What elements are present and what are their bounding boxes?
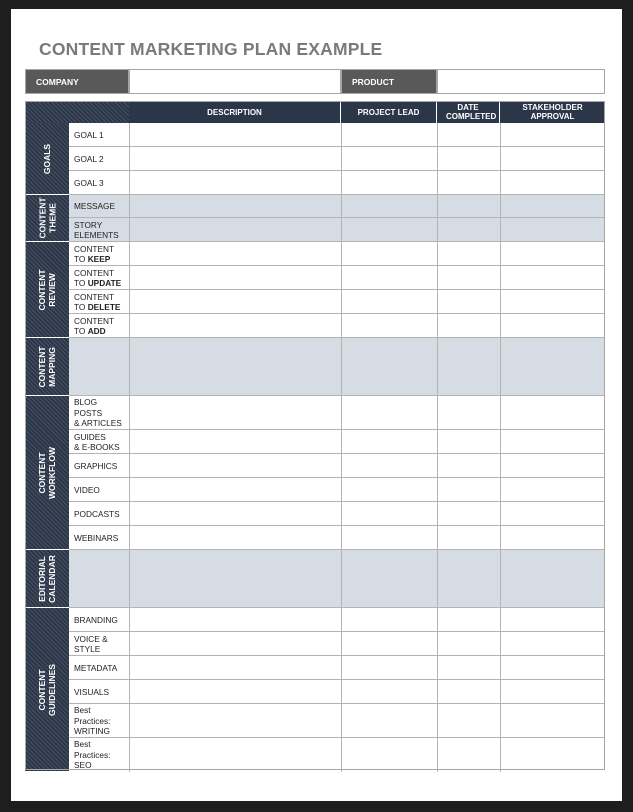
row-label-podcasts xyxy=(69,502,129,526)
row-label-content-to-delete xyxy=(69,290,129,314)
product-field[interactable] xyxy=(437,69,605,94)
row-label-emphasis: UPDATE xyxy=(87,278,122,288)
cell-project-lead[interactable] xyxy=(341,242,437,266)
column-header-description: DESCRIPTION xyxy=(129,101,341,123)
row-label-metadata xyxy=(69,656,129,680)
cell-stakeholder-approval[interactable] xyxy=(500,478,605,502)
cell-project-lead[interactable] xyxy=(341,195,437,218)
cell-date-completed[interactable] xyxy=(437,738,500,772)
cell-project-lead[interactable] xyxy=(341,171,437,195)
row-label-content-to-update xyxy=(69,266,129,290)
cell-stakeholder-approval[interactable] xyxy=(500,396,605,430)
row-label-line: BLOG xyxy=(74,397,98,408)
cell-project-lead[interactable] xyxy=(341,454,437,478)
row-label-editorial-calendar xyxy=(69,550,129,608)
cell-description[interactable] xyxy=(129,526,341,550)
section-editorial-calendar xyxy=(25,550,69,608)
cell-description[interactable] xyxy=(129,608,341,632)
cell-date-completed[interactable] xyxy=(437,526,500,550)
cell-project-lead[interactable] xyxy=(341,550,437,608)
cell-project-lead[interactable] xyxy=(341,430,437,454)
cell-stakeholder-approval[interactable] xyxy=(500,195,605,218)
cell-stakeholder-approval[interactable] xyxy=(500,242,605,266)
row-label-content-to-add xyxy=(69,314,129,338)
column-divider xyxy=(500,123,501,772)
cell-description[interactable] xyxy=(129,656,341,680)
cell-stakeholder-approval[interactable] xyxy=(500,608,605,632)
cell-project-lead[interactable] xyxy=(341,396,437,430)
cell-description[interactable] xyxy=(129,171,341,195)
cell-stakeholder-approval[interactable] xyxy=(500,738,605,772)
document-page xyxy=(11,9,622,801)
row-label-emphasis: KEEP xyxy=(87,254,111,264)
row-label-best-practices-writing xyxy=(69,704,129,738)
cell-stakeholder-approval[interactable] xyxy=(500,123,605,147)
row-label-line: VISUALS xyxy=(74,686,110,697)
row-label-line: CONTENT xyxy=(74,243,115,254)
cell-stakeholder-approval[interactable] xyxy=(500,632,605,656)
cell-project-lead[interactable] xyxy=(341,656,437,680)
row-label-line xyxy=(74,326,129,337)
row-label-line: Practices: xyxy=(74,715,111,726)
cell-date-completed[interactable] xyxy=(437,396,500,430)
cell-stakeholder-approval[interactable] xyxy=(500,526,605,550)
cell-date-completed[interactable] xyxy=(437,314,500,338)
cell-description[interactable] xyxy=(129,502,341,526)
column-divider xyxy=(129,123,130,772)
cell-project-lead[interactable] xyxy=(341,290,437,314)
row-label-line: & ARTICLES xyxy=(74,418,122,429)
document-title: CONTENT MARKETING PLAN EXAMPLE xyxy=(39,39,383,59)
row-label-line: METADATA xyxy=(74,662,118,673)
row-label-line: SEO xyxy=(74,760,92,771)
table-corner xyxy=(25,101,129,123)
section-content-mapping xyxy=(25,338,69,396)
row-label-line: GOAL 1 xyxy=(74,129,104,140)
cell-date-completed[interactable] xyxy=(437,608,500,632)
cell-stakeholder-approval[interactable] xyxy=(500,147,605,171)
cell-stakeholder-approval[interactable] xyxy=(500,218,605,242)
cell-stakeholder-approval[interactable] xyxy=(500,454,605,478)
section-label: CONTENT MAPPING xyxy=(37,345,57,388)
product-label: PRODUCT xyxy=(341,69,437,94)
row-label-line: CONTENT xyxy=(74,315,115,326)
cell-project-lead[interactable] xyxy=(341,338,437,396)
cell-date-completed[interactable] xyxy=(437,680,500,704)
section-content-guidelines xyxy=(25,608,69,772)
cell-stakeholder-approval[interactable] xyxy=(500,171,605,195)
row-label-guides-e-books xyxy=(69,430,129,454)
row-label-line: CONTENT xyxy=(74,267,115,278)
cell-description[interactable] xyxy=(129,338,341,396)
row-label-blog-posts-articles xyxy=(69,396,129,430)
row-label-content-mapping xyxy=(69,338,129,396)
section-label: CONTENT THEME xyxy=(37,197,57,239)
section-goals xyxy=(25,123,69,195)
row-label-voice-style xyxy=(69,632,129,656)
cell-stakeholder-approval[interactable] xyxy=(500,502,605,526)
cell-stakeholder-approval[interactable] xyxy=(500,704,605,738)
row-label-video xyxy=(69,478,129,502)
cell-description[interactable] xyxy=(129,218,341,242)
cell-description[interactable] xyxy=(129,738,341,772)
column-divider xyxy=(341,123,342,772)
cell-description[interactable] xyxy=(129,550,341,608)
cell-date-completed[interactable] xyxy=(437,454,500,478)
cell-date-completed[interactable] xyxy=(437,147,500,171)
row-label-line: POSTS xyxy=(74,407,103,418)
cell-project-lead[interactable] xyxy=(341,123,437,147)
row-label-line xyxy=(74,302,129,313)
row-label-line: MESSAGE xyxy=(74,201,116,212)
row-label-best-practices-seo xyxy=(69,738,129,772)
cell-stakeholder-approval[interactable] xyxy=(500,430,605,454)
row-label-goal-1 xyxy=(69,123,129,147)
section-content-workflow xyxy=(25,396,69,550)
row-label-text: TO xyxy=(74,302,88,312)
row-label-line: GUIDES xyxy=(74,431,106,442)
row-label-line: WRITING xyxy=(74,726,110,737)
cell-project-lead[interactable] xyxy=(341,147,437,171)
cell-description[interactable] xyxy=(129,680,341,704)
column-header-date-completed-text: DATE COMPLETED xyxy=(446,103,497,121)
row-label-line: GOAL 2 xyxy=(74,153,104,164)
row-label-line: GRAPHICS xyxy=(74,460,118,471)
column-header-stakeholder-approval xyxy=(500,101,605,123)
row-label-line: ELEMENTS xyxy=(74,230,119,240)
row-label-story-elements xyxy=(69,218,129,242)
cell-description[interactable] xyxy=(129,314,341,338)
cell-description[interactable] xyxy=(129,266,341,290)
cell-date-completed[interactable] xyxy=(437,171,500,195)
cell-project-lead[interactable] xyxy=(341,314,437,338)
row-label-visuals xyxy=(69,680,129,704)
cell-date-completed[interactable] xyxy=(437,338,500,396)
section-label: CONTENT GUIDELINES xyxy=(37,663,58,716)
cell-description[interactable] xyxy=(129,454,341,478)
cell-description[interactable] xyxy=(129,195,341,218)
row-label-line: CONTENT xyxy=(74,291,115,302)
cell-description[interactable] xyxy=(129,123,341,147)
section-label: EDITORIAL CALENDAR xyxy=(37,554,58,603)
cell-project-lead[interactable] xyxy=(341,608,437,632)
row-label-line xyxy=(74,254,129,265)
cell-stakeholder-approval[interactable] xyxy=(500,266,605,290)
cell-date-completed[interactable] xyxy=(437,502,500,526)
cell-description[interactable] xyxy=(129,704,341,738)
row-label-text: TO xyxy=(74,278,88,288)
cell-description[interactable] xyxy=(129,290,341,314)
row-label-text: TO xyxy=(74,254,88,264)
cell-stakeholder-approval[interactable] xyxy=(500,680,605,704)
cell-date-completed[interactable] xyxy=(437,290,500,314)
section-label: CONTENT REVIEW xyxy=(37,268,57,311)
section-label: CONTENT WORKFLOW xyxy=(37,446,58,499)
cell-description[interactable] xyxy=(129,242,341,266)
row-label-line: Practices: xyxy=(74,749,111,760)
row-label-goal-3 xyxy=(69,171,129,195)
row-label-line: GOAL 3 xyxy=(74,177,104,188)
row-label-goal-2 xyxy=(69,147,129,171)
cell-project-lead[interactable] xyxy=(341,632,437,656)
row-label-emphasis: DELETE xyxy=(87,302,121,312)
cell-project-lead[interactable] xyxy=(341,680,437,704)
row-label-line: Best xyxy=(74,739,91,750)
cell-date-completed[interactable] xyxy=(437,704,500,738)
section-content-theme xyxy=(25,195,69,242)
row-label-message xyxy=(69,195,129,218)
row-label-line: VOICE & xyxy=(74,633,108,644)
row-label-line: VIDEO xyxy=(74,484,100,495)
cell-date-completed[interactable] xyxy=(437,550,500,608)
row-label-graphics xyxy=(69,454,129,478)
cell-description[interactable] xyxy=(129,478,341,502)
section-label: GOALS xyxy=(42,143,52,174)
row-label-line: STORY xyxy=(74,219,103,230)
row-label-line xyxy=(74,278,129,289)
cell-project-lead[interactable] xyxy=(341,704,437,738)
cell-project-lead[interactable] xyxy=(341,502,437,526)
cell-date-completed[interactable] xyxy=(437,195,500,218)
row-label-webinars xyxy=(69,526,129,550)
cell-stakeholder-approval[interactable] xyxy=(500,656,605,680)
row-label-line: WEBINARS xyxy=(74,532,119,543)
cell-project-lead[interactable] xyxy=(341,738,437,772)
cell-date-completed[interactable] xyxy=(437,478,500,502)
cell-stakeholder-approval[interactable] xyxy=(500,338,605,396)
cell-date-completed[interactable] xyxy=(437,632,500,656)
row-label-line: Best xyxy=(74,705,91,716)
row-label-line: & E-BOOKS xyxy=(74,442,120,452)
cell-description[interactable] xyxy=(129,147,341,171)
row-label-line: STYLE xyxy=(74,644,101,654)
cell-date-completed[interactable] xyxy=(437,218,500,242)
column-header-stakeholder-approval-text: STAKEHOLDER APPROVAL xyxy=(522,103,583,121)
column-divider xyxy=(437,123,438,772)
cell-date-completed[interactable] xyxy=(437,266,500,290)
cell-project-lead[interactable] xyxy=(341,218,437,242)
cell-date-completed[interactable] xyxy=(437,123,500,147)
row-label-emphasis: ADD xyxy=(87,326,106,336)
row-label-line: BRANDING xyxy=(74,614,118,625)
cell-description[interactable] xyxy=(129,632,341,656)
cell-stakeholder-approval[interactable] xyxy=(500,550,605,608)
cell-project-lead[interactable] xyxy=(341,478,437,502)
cell-project-lead[interactable] xyxy=(341,526,437,550)
cell-description[interactable] xyxy=(129,396,341,430)
row-label-line: PODCASTS xyxy=(74,508,120,519)
cell-stakeholder-approval[interactable] xyxy=(500,314,605,338)
section-content-review xyxy=(25,242,69,338)
cell-date-completed[interactable] xyxy=(437,656,500,680)
cell-stakeholder-approval[interactable] xyxy=(500,290,605,314)
cell-project-lead[interactable] xyxy=(341,266,437,290)
column-header-date-completed xyxy=(437,101,500,123)
cell-date-completed[interactable] xyxy=(437,242,500,266)
company-field[interactable] xyxy=(129,69,341,94)
column-header-project-lead: PROJECT LEAD xyxy=(341,101,437,123)
row-label-content-to-keep xyxy=(69,242,129,266)
company-label: COMPANY xyxy=(25,69,129,94)
cell-date-completed[interactable] xyxy=(437,430,500,454)
cell-description[interactable] xyxy=(129,430,341,454)
row-label-branding xyxy=(69,608,129,632)
row-label-text: TO xyxy=(74,326,88,336)
